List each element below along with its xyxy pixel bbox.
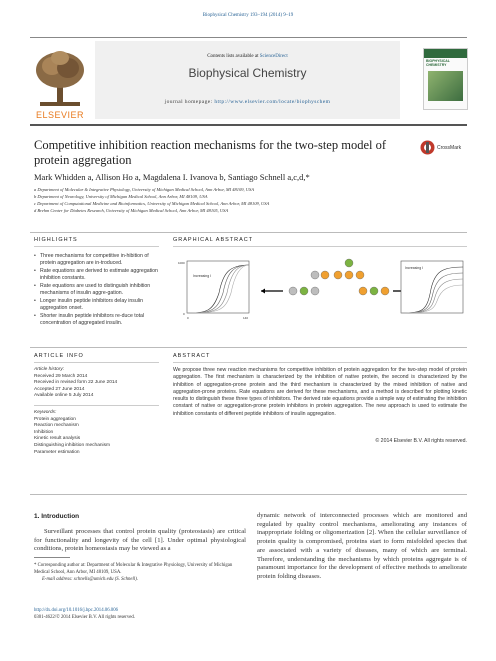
affiliation-c: c Department of Computational Medicine and Bioinformatics, University of Michigan Medical School, Ann Arbor, MI 48109, USA [34,201,270,206]
keyword-item: Parameter estimation [34,449,80,455]
contents-prefix: Contents lists available at [207,54,260,59]
ga-sub-rule [173,246,467,247]
ga-left-xtick: 0 [187,316,189,320]
email-note[interactable]: E-mail address: schnells@umich.edu (S. Schnell). [42,577,139,582]
abstract-sub-rule [173,362,467,363]
ga-left-ytick: 0 [183,312,185,316]
highlights-sub-rule [34,246,159,247]
abstract-text: We propose three new reaction mechanisms for competitive inhibition of protein aggregation for the two-step model of protein aggregation. The first mechanism is characterized by the inhibition of native protein, the second is characterized by the inhibition of aggregation-prone protein and the third mechanism is characterized by the mixed inhibition of native and aggregation-prone proteins. Rate equations are derived for these mechanisms, and a method is described for plotting kinetic results to distinguish these three types of inhibitors. The derived rate equations provide a simple way of estimating the inhibition constant of native or aggregation-prone protein inhibitors in protein aggregation. The new approach is used to estimate the inhibition constants of different peptide inhibitors of insulin aggregation. [173,367,467,417]
cover-image [428,71,463,101]
keyword-item: Protein aggregation [34,416,76,422]
history-item: Received 29 March 2014 [34,373,88,379]
introduction-heading: 1. Introduction [34,513,80,520]
article-info-top-rule [30,347,467,348]
homepage-url[interactable]: http://www.elsevier.com/locate/biophyschem [214,99,331,105]
header-bottom-rule [30,124,467,126]
homepage-prefix: journal homepage: [164,99,215,105]
abstract-copyright: © 2014 Elsevier B.V. All rights reserved. [375,438,467,444]
article-info-heading: ARTICLE INFO [34,353,84,359]
highlight-item: • Three mechanisms for competitive in-hibition of protein aggregation are in-troduced. [34,253,159,267]
affiliation-d: d Brehm Center for Diabetes Research, University of Michigan Medical School, Ann Arbor, MI 48105, USA [34,208,229,213]
article-info [34,367,159,456]
journal-reference[interactable]: Biophysical Chemistry 193–194 (2014) 9–19 [202,13,294,18]
highlights-list [34,253,159,328]
ga-mechanism-diagram [261,259,405,295]
ga-right-plot [401,261,463,313]
history-item: Accepted 27 June 2014 [34,386,85,392]
cover-band [424,49,467,58]
footnotes [34,562,246,583]
cover-title: BIOPHYSICAL CHEMISTRY [426,59,450,67]
keyword-item: Reaction mechanism [34,423,79,429]
doi-block [34,607,246,621]
issn-line: 0301-4622/© 2014 Elsevier B.V. All rights reserved. [34,615,135,620]
journal-header-box [95,41,400,119]
keyword-item: Kinetic result analysis [34,436,81,442]
intro-paragraph-right: dynamic network of interconnected processes which are monitored and regulated by quality control mechanisms, ameliorating any instances of inappropriate folding or oligomerization [2]. When the cellular surveillance of protein quality is compromised, proteins start to form misfolded species that are associated with a variety of diseases, many of which are terminal. Therefore, understanding the mechanisms by which proteins aggregate is of paramount importance for the development of effective methods to ameliorate protein folding diseases. [257,512,467,580]
crossmark-icon [420,140,435,155]
contents-line [95,54,400,59]
history-item: Available online 5 July 2014 [34,393,94,399]
highlight-item: • Rate equations are used to distinguish inhibition mechanisms of insulin aggre-gation. [34,283,159,297]
ga-left-ytick: 1000 [178,261,185,265]
history-label: Article history: [34,367,65,372]
keyword-item: Inhibition [34,429,54,435]
keywords-label: Keywords: [34,409,57,415]
corresponding-author-note: * Corresponding author at: Department of Molecular & Integrative Physiology, University of Michigan Medical School, Ann Arbor, MI 48109, USA. [34,563,233,575]
highlight-item: • Longer insulin peptide inhibitors delay insulin aggregation onset. [34,298,159,312]
history-item: Received in revised form 22 June 2014 [34,380,118,386]
journal-title[interactable]: Biophysical Chemistry [188,66,307,80]
info-sub-rule [34,362,159,363]
highlights-top-rule [30,232,467,233]
highlight-item: • Rate equations are derived to estimate aggregation inhibition constants. [34,268,159,282]
ga-left-label: Increasing I [193,274,212,278]
graphical-abstract-heading: GRAPHICAL ABSTRACT [173,237,254,243]
abstract-heading: ABSTRACT [173,353,211,359]
elsevier-wordmark: ELSEVIER [35,110,85,120]
article-title: Competitive inhibition reaction mechanisms for the two-step model of protein aggregation [34,138,387,167]
header-top-rule [30,37,467,38]
crossmark-badge[interactable] [420,138,466,160]
crossmark-label: CrossMark [437,145,462,151]
journal-cover-thumbnail[interactable] [423,48,468,110]
affiliation-b: b Department of Neurology, University of Michigan Medical School, Ann Arbor, MI 48109, USA [34,194,208,199]
doi-link[interactable]: http://dx.doi.org/10.1016/j.bpc.2014.06.006 [34,608,118,613]
ga-left-xtick: 140 [243,316,249,320]
ga-right-label: Increasing I [405,266,424,270]
affiliation-a: a Department of Molecular & Integrative Physiology, University of Michigan Medical School, Ann Arbor, MI 48109, USA [34,187,255,192]
intro-paragraph-left: Surveillant processes that control protein quality (proteostasis) are critical for functionality and longevity of the cell [1]. Under optimal physiological conditions, protein homeostasis may be viewed as a [34,528,246,553]
sciencedirect-link[interactable]: ScienceDirect [259,54,288,59]
highlight-item: • Shorter insulin peptide inhibitors re-duce total concentration of aggregated insulin. [34,313,159,327]
author-list[interactable]: Mark Whidden a, Allison Ho a, Magdalena I. Ivanova b, Santiago Schnell a,c,d,* [34,172,310,182]
journal-homepage [95,99,400,105]
graphical-abstract [173,253,467,333]
highlights-heading: HIGHLIGHTS [34,237,78,243]
footnote-rule [34,557,70,558]
keyword-item: Distinguishing inhibition mechanism [34,442,110,448]
ga-left-plot [178,261,249,320]
affiliations [34,186,454,214]
abstract-bottom-rule [30,494,467,495]
elsevier-tree-icon [30,48,90,110]
keywords-divider [34,405,159,406]
